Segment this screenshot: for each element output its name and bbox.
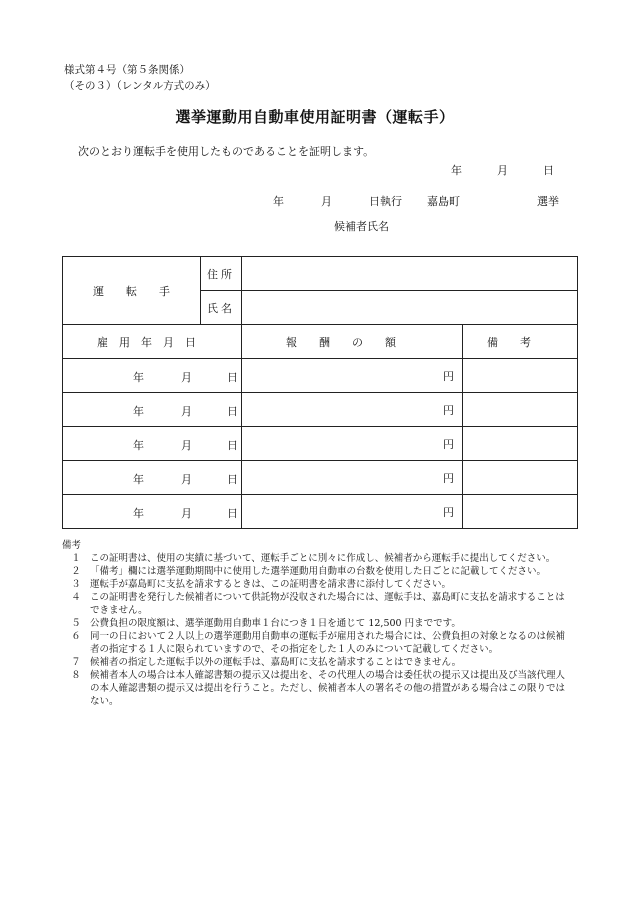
list-item: ７ 候補者の指定した運転手以外の運転手は、嘉島町に支払を請求することはできません。 <box>71 657 462 668</box>
driver-label: 運転手 <box>63 257 201 325</box>
table-row <box>63 393 578 427</box>
remarks-cell[interactable] <box>463 359 578 393</box>
address-field[interactable] <box>242 257 578 291</box>
page-title: 選挙運動用自動車使用証明書（運転手） <box>175 108 455 126</box>
list-item: ６ 同一の日において２人以上の選挙運動用自動車の運転手が雇用された場合には、公費負担の対象となるのは候補者の指定する１人に限られていますので、その指定をした１人のみについて記載してください。 <box>71 631 566 655</box>
address-label: 住所 <box>201 257 242 291</box>
name-label: 氏名 <box>201 291 242 325</box>
election-label: 選挙 <box>537 195 559 208</box>
remarks-cell[interactable] <box>463 461 578 495</box>
list-item: ８ 候補者本人の場合は本人確認書類の提示又は提出を、その代理人の場合は委任状の提示又は提出及び当該代理人の本人確認書類の提示又は提出を行うこと。ただし、候補者本人の署名その他の措置がある場合はこの限りではない。 <box>71 670 566 707</box>
remarks-header: 備考 <box>463 325 578 359</box>
notes-heading: 備考 <box>62 540 82 551</box>
employment-date-cell[interactable]: 年 月 日 <box>63 461 242 495</box>
exec-month: 月 <box>321 195 332 208</box>
list-item: ３ 運転手が嘉島町に支払を請求するときは、この証明書を請求書に添付してください。 <box>71 579 452 590</box>
pay-amount-cell[interactable]: 円 <box>242 359 463 393</box>
intro-text: 次のとおり運転手を使用したものであることを証明します。 <box>78 145 375 158</box>
table-row <box>63 495 578 529</box>
issue-date <box>451 162 554 178</box>
employment-date-cell[interactable]: 年 月 日 <box>63 393 242 427</box>
pay-amount-cell[interactable]: 円 <box>242 427 463 461</box>
pay-amount-cell[interactable]: 円 <box>242 393 463 427</box>
issue-month: 月 <box>497 164 508 177</box>
town-name: 嘉島町 <box>427 195 460 208</box>
exec-day: 日執行 <box>369 195 402 208</box>
form-number: 様式第４号（第５条関係） <box>64 64 190 76</box>
candidate-name-label: 候補者氏名 <box>334 220 389 233</box>
pay-amount-cell[interactable]: 円 <box>242 495 463 529</box>
remarks-cell[interactable] <box>463 427 578 461</box>
employment-date-header: 雇用年月日 <box>63 325 242 359</box>
remarks-cell[interactable] <box>463 495 578 529</box>
employment-date-cell[interactable]: 年 月 日 <box>63 427 242 461</box>
driver-table <box>62 256 578 529</box>
form-subtitle: （その３）（レンタル方式のみ） <box>64 80 216 92</box>
remarks-cell[interactable] <box>463 393 578 427</box>
issue-day: 日 <box>543 164 554 177</box>
pay-amount-header: 報酬の額 <box>242 325 463 359</box>
name-field[interactable] <box>242 291 578 325</box>
notes-section <box>62 539 574 708</box>
election-date <box>273 193 460 209</box>
employment-date-cell[interactable]: 年 月 日 <box>63 359 242 393</box>
table-row <box>63 461 578 495</box>
list-item: ４ この証明書を発行した候補者について供託物が没収された場合には、運転手は、嘉島町に支払を請求することはできません。 <box>71 592 565 616</box>
list-item: ２ 「備考」欄には選挙運動期間中に使用した選挙運動用自動車の台数を使用した日ごとに記載してください。 <box>71 566 547 577</box>
list-item: ５ 公費負担の限度額は、選挙運動用自動車１台につき１日を通じて 12,500 円までです。 <box>71 618 461 629</box>
issue-year: 年 <box>451 164 462 177</box>
employment-date-cell[interactable]: 年 月 日 <box>63 495 242 529</box>
pay-amount-cell[interactable]: 円 <box>242 461 463 495</box>
table-row <box>63 427 578 461</box>
exec-year: 年 <box>273 195 284 208</box>
table-row <box>63 359 578 393</box>
list-item: １ この証明書は、使用の実績に基づいて、運転手ごとに別々に作成し、候補者から運転手に提出してください。 <box>71 553 556 564</box>
